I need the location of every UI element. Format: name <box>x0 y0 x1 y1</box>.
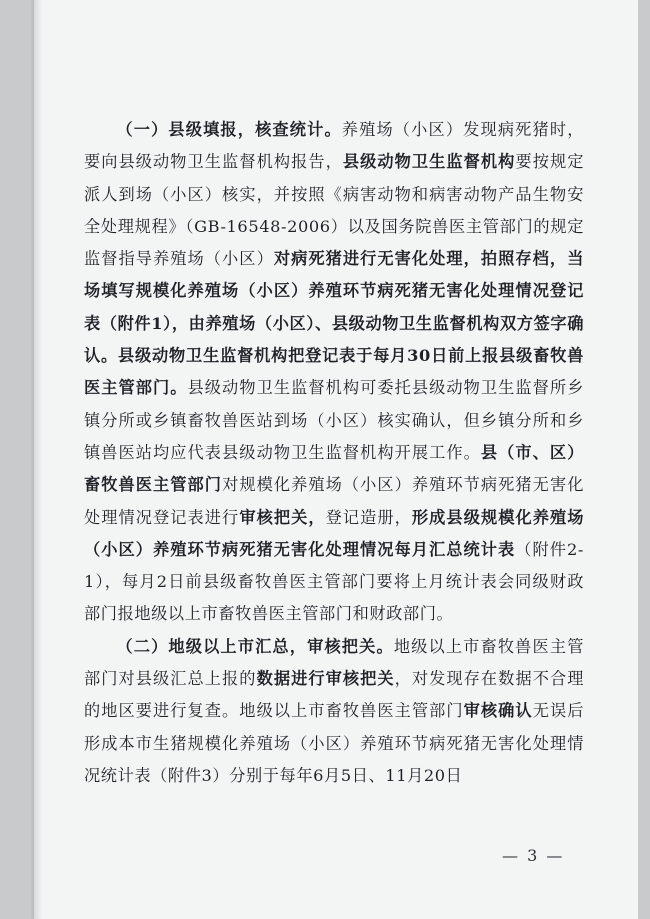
text-run: 要按规定派人到场（小区）核实，并按照《病害动物和病害动物产品生物安全处理规程》（GB-16548-2006）以及国务院兽医主管部门的规定监督指导养殖场（小区） <box>84 152 584 269</box>
bold-text-run: 数据进行审核把关 <box>256 669 395 689</box>
document-page <box>34 0 638 919</box>
bold-text-run: 审核把关， <box>239 507 326 527</box>
text-run: 地级以上市畜牧兽医主管部门对县级汇总上报的 <box>84 636 584 689</box>
text-run: （附件2-1），每月2日前县级畜牧兽医主管部门要将上月统计表会同级财政部门报地级以上市畜牧兽医主管部门和财政部门。 <box>84 539 584 624</box>
text-run: 无误后形成本市生猪规模化养殖场（小区）养殖环节病死猪无害化处理情况统计表（附件3）分别于每年6月5日、11月20日 <box>84 701 584 785</box>
text-run: 对规模化养殖场（小区）养殖环节病死猪无害化处理情况登记表进行 <box>84 475 584 527</box>
paragraph-city-summary <box>84 631 584 792</box>
bold-text-run: 审核确认 <box>463 701 533 721</box>
bold-text-run: 县级动物卫生监督机构 <box>342 152 516 172</box>
bold-text-run: （二）地级以上市汇总，审核把关。 <box>116 636 394 656</box>
text-run: ，对发现存在数据不合理的地区要进行复查。地级以上市畜牧兽医主管部门 <box>84 669 584 721</box>
document-body <box>84 114 584 792</box>
paragraph-county-reporting <box>84 114 584 631</box>
bold-text-run: 对病死猪进行无害化处理，拍照存档，当场填写规模化养殖场（小区）养殖环节病死猪无害化处理情况登记表（附件1），由养殖场（小区）、县级动物卫生监督机构双方签字确认。县级动物卫生监督机构把登记表于每月30日前上报县级畜牧兽医主管部门。 <box>84 249 584 398</box>
page-number: — 3 — <box>502 846 565 865</box>
bold-text-run: 县（市、区）畜牧兽医主管部门 <box>84 442 584 495</box>
text-run: 登记造册， <box>325 507 412 527</box>
text-run: 县级动物卫生监督机构可委托县级动物卫生监督所乡镇分所或乡镇畜牧兽医站到场（小区）核实确认，但乡镇分所和乡镇兽医站均应代表县级动物卫生监督机构开展工作。 <box>84 378 584 462</box>
bold-text-run: （一）县级填报，核查统计。 <box>116 120 342 139</box>
bold-text-run: 形成县级规模化养殖场（小区）养殖环节病死猪无害化处理情况每月汇总统计表 <box>84 507 585 559</box>
text-run: 养殖场（小区）发现病死猪时，要向县级动物卫生监督机构报告， <box>84 120 584 172</box>
